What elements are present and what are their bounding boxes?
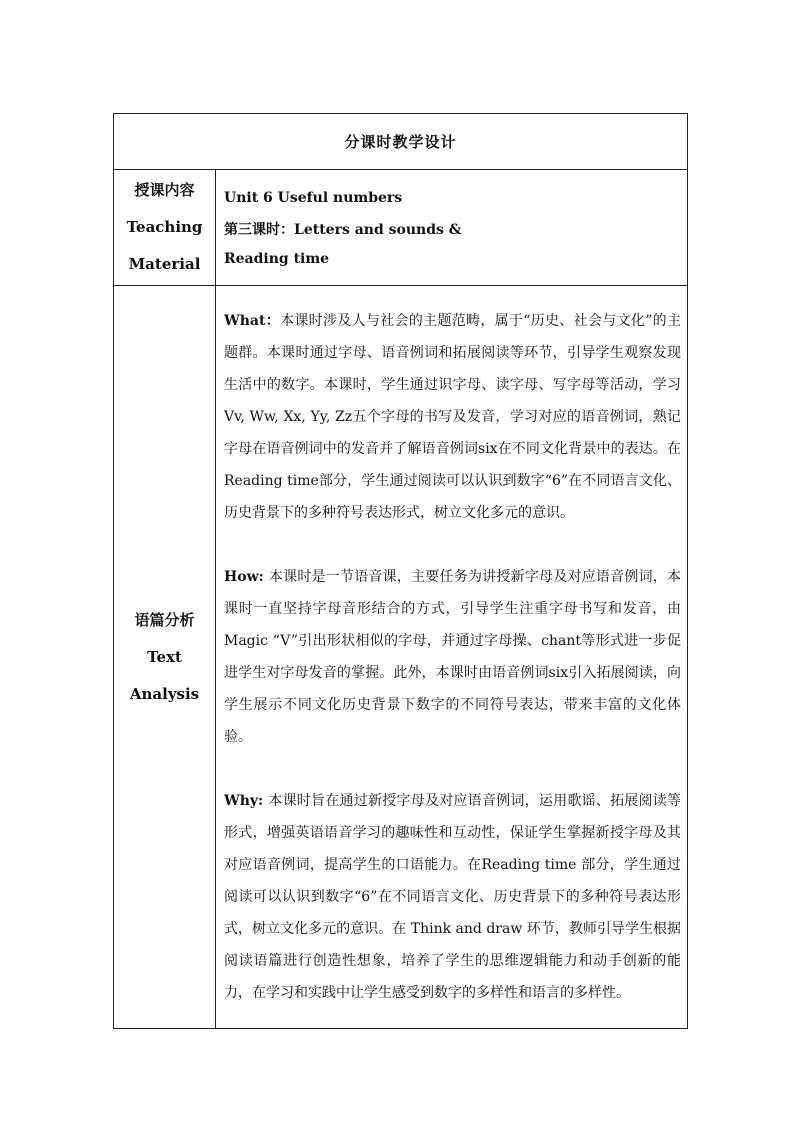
why-lead: Why: <box>224 793 269 809</box>
teaching-material-row <box>114 170 688 286</box>
paragraph-spacer <box>224 753 681 785</box>
text-analysis-content <box>216 286 688 1029</box>
what-body: 本课时涉及人与社会的主题范畴，属于“历史、社会与文化”的主题群。本课时通过字母、语音例词和拓展阅读等环节，引导学生观察发现生活中的数字。本课时，学生通过识字母、读字母、写字母等活动，学习Vv, Ww, Xx, Yy, Zz五个字母的书写及发音，学习对应的语音例词，熟记字母在语音例词中的发音并了解语音例词six在不同文化背景中的表达。在Reading time部分，学生通过阅读可以认识到数字“6”在不同语言文化、历史背景下的多种符号表达形式，树立文化多元的意识。 <box>224 313 682 521</box>
text-analysis-label-en-2: Analysis <box>129 684 200 703</box>
why-paragraph <box>224 785 681 1009</box>
how-lead: How: <box>224 569 269 585</box>
teaching-material-content <box>216 170 688 286</box>
teaching-material-label-en-2: Material <box>128 255 201 273</box>
how-body: 本课时是一节语音课，主要任务为讲授新字母及对应语音例词，本课时一直坚持字母音形结合的方式，引导学生注重字母书写和发音，由Magic “V”引出形状相似的字母，并通过字母操、chant等形式进一步促进学生对字母发音的掌握。此外，本课时由语音例词six引入拓展阅读，向学生展示不同文化历史背景下数字的不同符号表达，带来丰富的文化体验。 <box>224 569 682 745</box>
text-analysis-label-en-1: Text <box>147 647 182 666</box>
title-row <box>114 114 688 170</box>
text-analysis-label-cn: 语篇分析 <box>134 610 195 629</box>
lesson-design-table <box>113 113 688 1029</box>
table-title: 分课时教学设计 <box>114 114 688 170</box>
how-paragraph <box>224 561 681 753</box>
teaching-material-label <box>114 170 216 286</box>
teaching-material-label-cn: 授课内容 <box>134 181 195 199</box>
paragraph-spacer <box>224 529 681 561</box>
teaching-material-label-en-1: Teaching <box>126 218 203 236</box>
why-body: 本课时旨在通过新授字母及对应语音例词，运用歌谣、拓展阅读等形式，增强英语语音学习的趣味性和互动性，保证学生掌握新授字母及其对应语音例词，提高学生的口语能力。在Reading time 部分，学生通过阅读可以认识到数字“6”在不同语言文化、历史背景下的多种符号表达形式，树立文化多元的意识。在 Think and draw 环节，教师引导学生根据阅读语篇进行创造性想象，培养了学生的思维逻辑能力和动手创新的能力，在学习和实践中让学生感受到数字的多样性和语言的多样性。 <box>224 793 682 1001</box>
lesson-title-cont: Reading time <box>224 251 330 267</box>
what-lead: What： <box>224 313 281 329</box>
text-analysis-row <box>114 286 688 1029</box>
unit-title: Unit 6 Useful numbers <box>224 190 403 206</box>
lesson-title: 第三课时：Letters and sounds & <box>224 222 462 238</box>
text-analysis-label <box>114 286 216 1029</box>
what-paragraph <box>224 305 681 529</box>
